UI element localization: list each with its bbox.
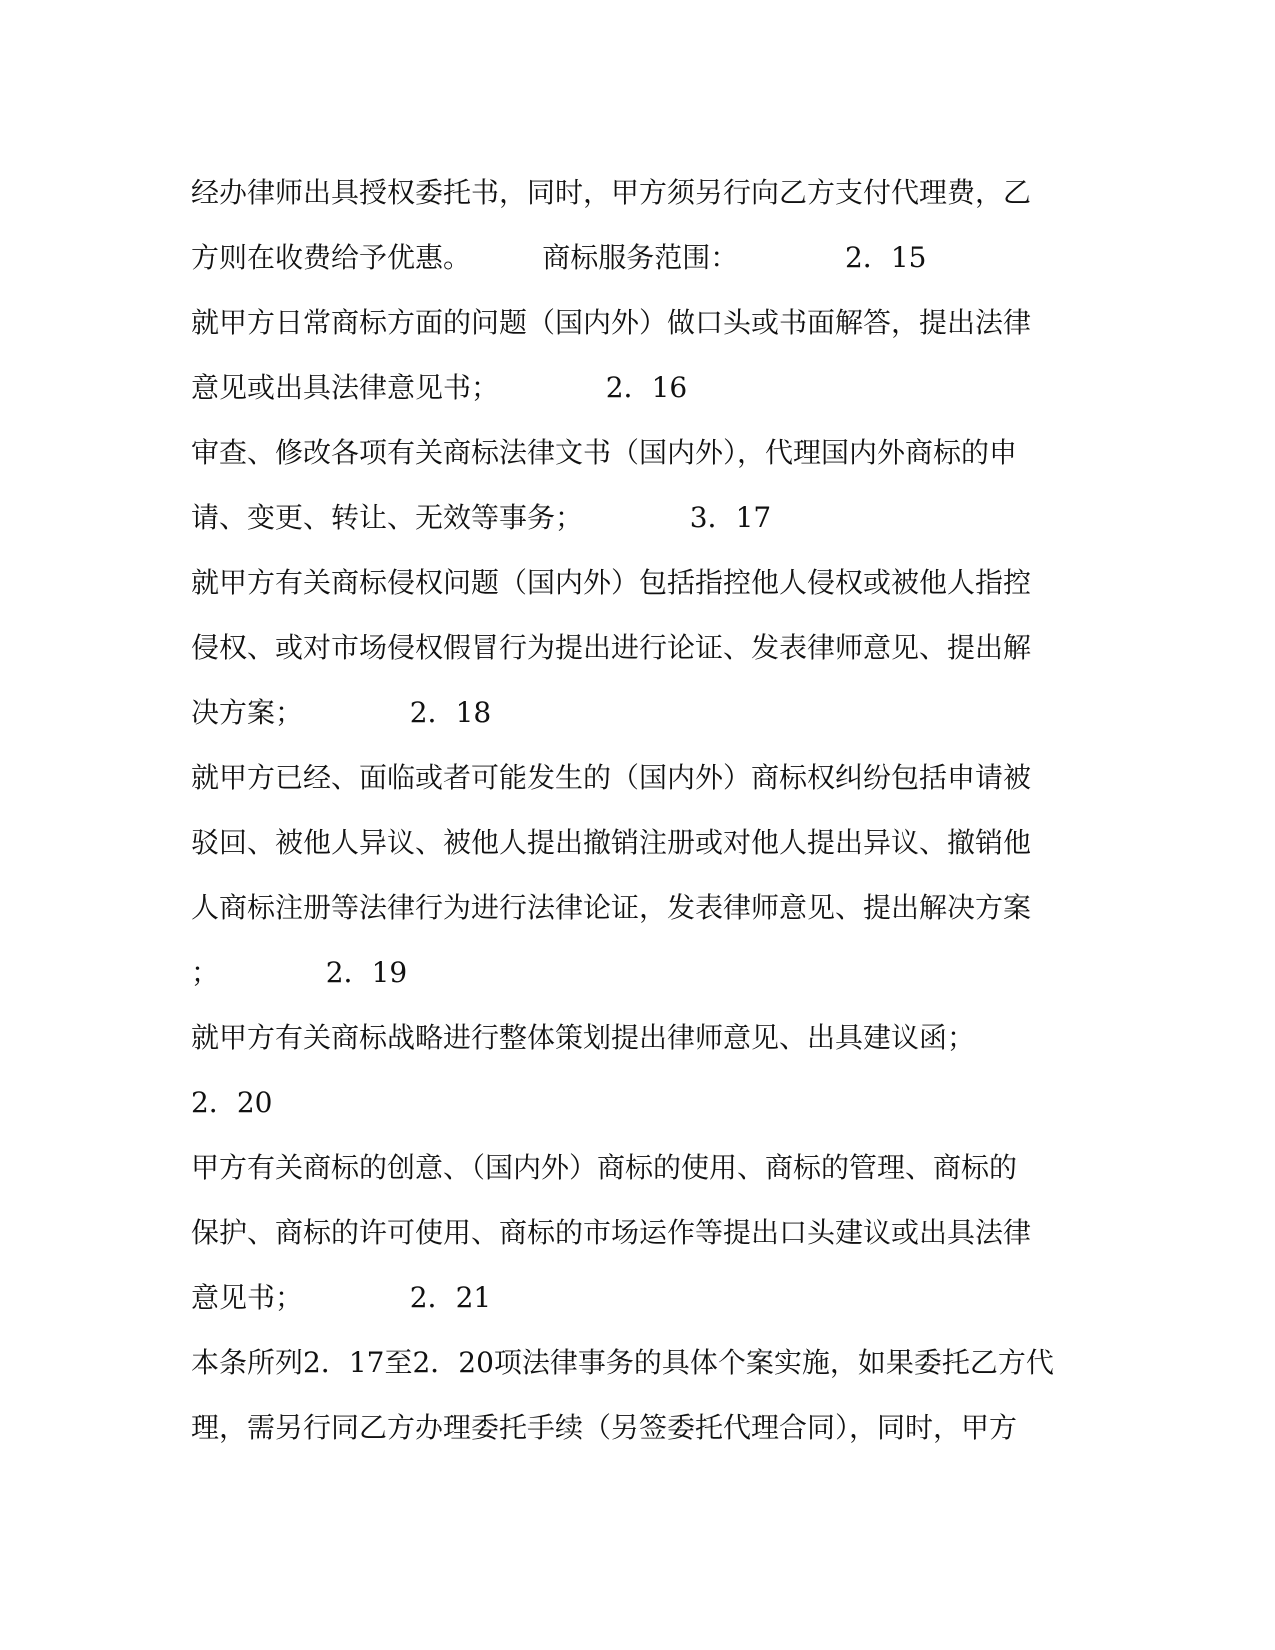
text-line: 请、变更、转让、无效等事务； 3．17 (191, 501, 772, 534)
text-line: 就甲方日常商标方面的问题（国内外）做口头或书面解答，提出法律 (191, 306, 1032, 339)
text-line: 意见书； 2．21 (191, 1281, 492, 1314)
text-line: 审查、修改各项有关商标法律文书（国内外），代理国内外商标的申 (191, 436, 1018, 469)
text-line: 就甲方有关商标侵权问题（国内外）包括指控他人侵权或被他人指控 (191, 566, 1032, 599)
text-line: 决方案； 2．18 (191, 696, 492, 729)
text-line: 方则在收费给予优惠。 商标服务范围： 2．15 (191, 241, 927, 274)
text-line: 保护、商标的许可使用、商标的市场运作等提出口头建议或出具法律 (191, 1216, 1032, 1249)
text-line: 就甲方已经、面临或者可能发生的（国内外）商标权纠纷包括申请被 (191, 761, 1032, 794)
text-line: 甲方有关商标的创意、（国内外）商标的使用、商标的管理、商标的 (191, 1151, 1018, 1184)
text-line: 经办律师出具授权委托书，同时，甲方须另行向乙方支付代理费，乙 (191, 176, 1032, 209)
text-line: 驳回、被他人异议、被他人提出撤销注册或对他人提出异议、撤销他 (191, 826, 1032, 859)
text-line: 意见或出具法律意见书； 2．16 (191, 371, 688, 404)
text-line: 理，需另行同乙方办理委托手续（另签委托代理合同），同时，甲方 (191, 1411, 1018, 1444)
text-line: 侵权、或对市场侵权假冒行为提出进行论证、发表律师意见、提出解 (191, 631, 1032, 664)
text-line: ； 2．19 (191, 956, 408, 989)
text-line: 本条所列2．17至2．20项法律事务的具体个案实施，如果委托乙方代 (191, 1346, 1054, 1379)
text-line: 就甲方有关商标战略进行整体策划提出律师意见、出具建议函； (191, 1021, 976, 1054)
text-line: 2．20 (191, 1086, 273, 1119)
text-line: 人商标注册等法律行为进行法律论证，发表律师意见、提出解决方案 (191, 891, 1032, 924)
body-text (191, 160, 1071, 1460)
